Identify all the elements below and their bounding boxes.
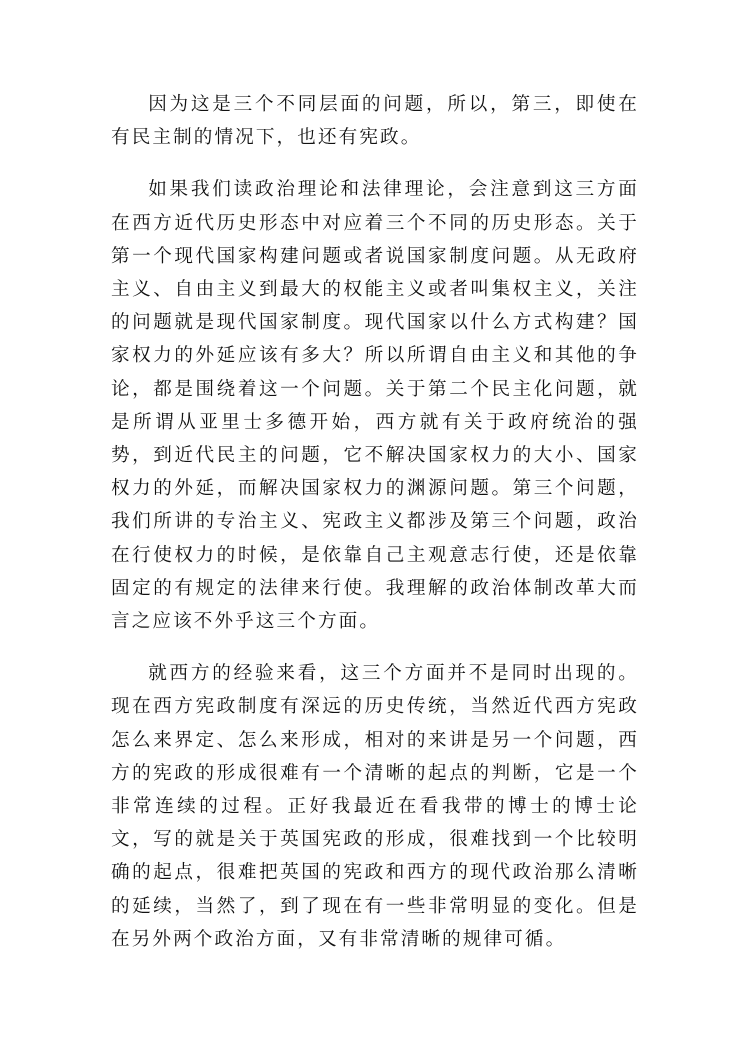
document-page xyxy=(111,88,639,975)
paragraph-1: 因为这是三个不同层面的问题，所以，第三，即使在有民主制的情况下，也还有宪政。 xyxy=(111,94,639,149)
paragraph-3: 就西方的经验来看，这三个方面并不是同时出现的。现在西方宪政制度有深远的历史传统，当然近代西方宪政怎么来界定、怎么来形成，相对的来讲是另一个问题，西方的宪政的形成很难有一个清晰的起点的判断，它是一个非常连续的过程。正好我最近在看我带的博士的博士论文，写的就是关于英国宪政的形成，很难找到一个比较明确的起点，很难把英国的宪政和西方的现代政治那么清晰的延续，当然了，到了现在有一些非常明显的变化。但是在另外两个政治方面，又有非常清晰的规律可循。 xyxy=(111,663,639,950)
paragraph-2: 如果我们读政治理论和法律理论，会注意到这三方面在西方近代历史形态中对应着三个不同的历史形态。关于第一个现代国家构建问题或者说国家制度问题。从无政府主义、自由主义到最大的权能主义或者叫集权主义，关注的问题就是现代国家制度。现代国家以什么方式构建？国家权力的外延应该有多大？所以所谓自由主义和其他的争论，都是围绕着这一个问题。关于第二个民主化问题，就是所谓从亚里士多德开始，西方就有关于政府统治的强势，到近代民主的问题，它不解决国家权力的大小、国家权力的外延，而解决国家权力的渊源问题。第三个问题，我们所讲的专治主义、宪政主义都涉及第三个问题，政治在行使权力的时候，是依靠自己主观意志行使，还是依靠固定的有规定的法律来行使。我理解的政治体制改革大而言之应该不外乎这三个方面。 xyxy=(111,179,639,633)
